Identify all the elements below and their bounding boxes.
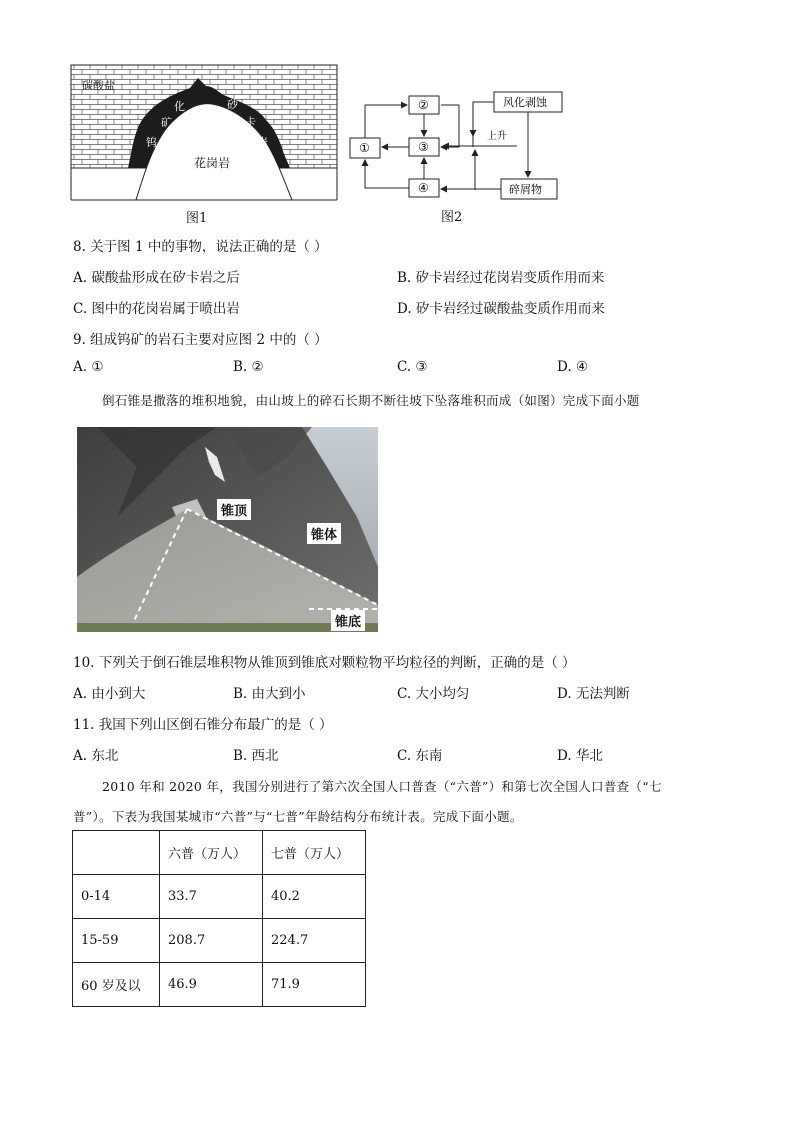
figure-2-diagram xyxy=(345,88,590,206)
table-cell: 224.7 xyxy=(263,919,366,963)
label-skarn-2: 卡 xyxy=(245,116,256,129)
figure-1-caption: 图1 xyxy=(186,211,208,226)
census-intro-line-1: 2010 年和 2020 年，我国分别进行了第六次全国人口普查（“六普”）和第七次全国人口普查（“七 xyxy=(102,779,662,794)
table-cell: 71.9 xyxy=(263,963,366,1007)
question-11-option-a: A. 东北 xyxy=(73,748,119,764)
node-debris: 碎屑物 xyxy=(509,183,542,196)
question-8-option-b: B. 矽卡岩经过花岗岩变质作用而来 xyxy=(397,270,605,286)
table-header-cell: 六普（万人） xyxy=(160,831,263,875)
label-tungsten-3: 化 xyxy=(174,100,185,113)
node-1: ① xyxy=(359,141,370,155)
table-cell: 33.7 xyxy=(160,875,263,919)
question-10-stem: 10. 下列关于倒石锥层堆积物从锥顶到锥底对颗粒物平均粒径的判断，正确的是（ ） xyxy=(73,655,576,671)
question-11-stem: 11. 我国下列山区倒石锥分布最广的是（ ） xyxy=(73,717,333,733)
table-row xyxy=(73,875,366,919)
node-weathering: 风化剥蚀 xyxy=(503,96,547,109)
node-2: ② xyxy=(418,98,429,112)
table-row xyxy=(73,919,366,963)
table-cell: 0-14 xyxy=(73,875,160,919)
label-tungsten-2: 矿 xyxy=(161,116,172,129)
node-4: ④ xyxy=(418,181,429,195)
label-carbonate: 碳酸盐 xyxy=(82,79,115,92)
label-skarn-1: 砂 xyxy=(227,98,238,111)
scree-intro: 倒石锥是撒落的堆积地貌，由山坡上的碎石长期不断往坡下坠落堆积而成（如图）完成下面小题 xyxy=(102,393,640,408)
table-cell: 46.9 xyxy=(160,963,263,1007)
table-cell: 15-59 xyxy=(73,919,160,963)
node-3: ③ xyxy=(418,140,429,154)
table-cell: 60 岁及以 xyxy=(73,963,160,1007)
question-11-option-b: B. 西北 xyxy=(233,748,279,764)
question-8-option-c: C. 图中的花岗岩属于喷出岩 xyxy=(73,301,240,317)
question-9-option-d: D. ④ xyxy=(557,359,589,375)
label-tungsten-1: 钨 xyxy=(146,136,157,149)
table-cell: 40.2 xyxy=(263,875,366,919)
question-8-option-a: A. 碳酸盐形成在矽卡岩之后 xyxy=(73,270,240,286)
table-header-cell xyxy=(73,831,160,875)
figure-2-caption: 图2 xyxy=(441,210,463,225)
question-9-option-a: A. ① xyxy=(73,359,104,375)
table-header-cell: 七普（万人） xyxy=(263,831,366,875)
label-granite: 花岗岩 xyxy=(194,156,231,170)
scree-photo xyxy=(77,427,378,632)
table-row xyxy=(73,963,366,1007)
table-header-row xyxy=(73,831,366,875)
question-10-option-c: C. 大小均匀 xyxy=(397,686,470,702)
census-intro-line-2: 普”）。下表为我国某城市“六普”与“七普”年龄结构分布统计表。完成下面小题。 xyxy=(73,809,523,824)
question-8-stem: 8. 关于图 1 中的事物，说法正确的是（ ） xyxy=(73,239,328,255)
photo-label-top: 锥顶 xyxy=(217,499,251,520)
figure-1 xyxy=(70,64,342,204)
question-10-option-d: D. 无法判断 xyxy=(557,686,630,702)
question-10-option-b: B. 由大到小 xyxy=(233,686,306,702)
uplift-label: 上升 xyxy=(487,131,507,142)
question-11-option-c: C. 东南 xyxy=(397,748,443,764)
question-9-option-c: C. ③ xyxy=(397,359,428,375)
population-table xyxy=(72,830,366,1007)
table-cell: 208.7 xyxy=(160,919,263,963)
question-9-stem: 9. 组成钨矿的岩石主要对应图 2 中的（ ） xyxy=(73,332,328,348)
label-skarn-3: 岩 xyxy=(257,136,268,149)
question-11-option-d: D. 华北 xyxy=(557,748,603,764)
figure-1-diagram xyxy=(70,64,342,204)
photo-label-bottom: 锥底 xyxy=(331,610,365,631)
question-10-option-a: A. 由小到大 xyxy=(73,686,146,702)
figure-2 xyxy=(345,88,590,206)
photo-label-body: 锥体 xyxy=(307,523,341,544)
question-9-option-b: B. ② xyxy=(233,359,264,375)
question-8-option-d: D. 矽卡岩经过碳酸盐变质作用而来 xyxy=(397,301,605,317)
